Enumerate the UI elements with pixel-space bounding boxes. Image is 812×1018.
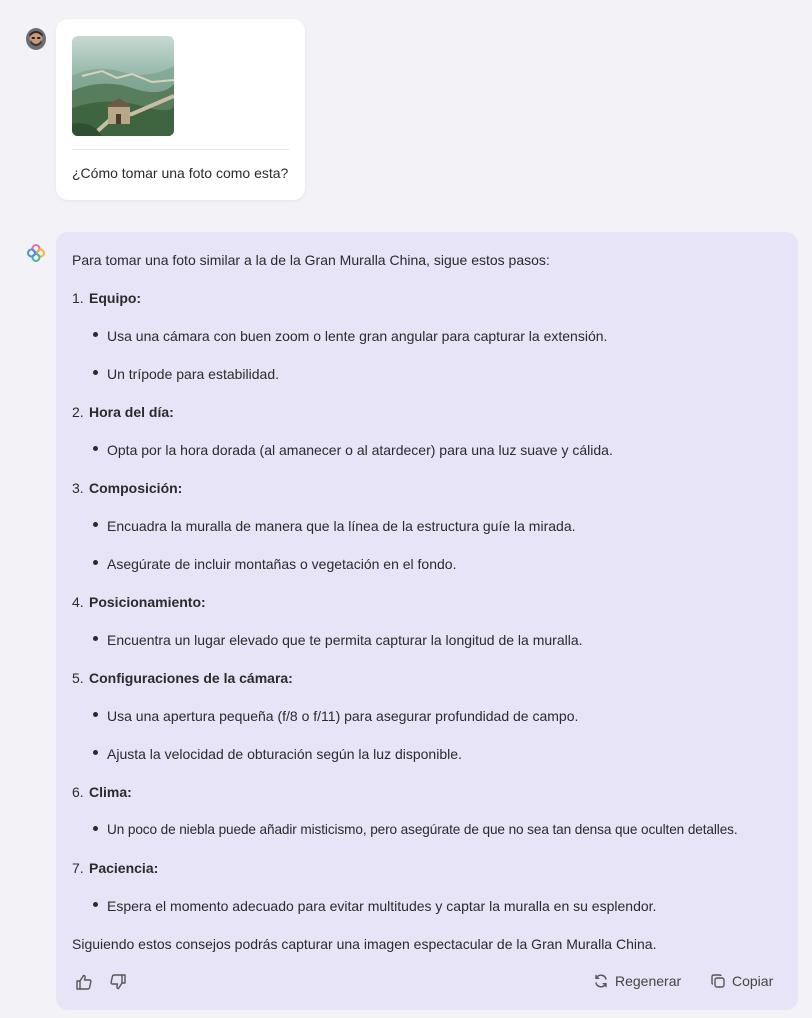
bullet-dot — [93, 636, 98, 641]
step-title: Paciencia: — [89, 860, 159, 876]
step-bullet: Un poco de niebla puede añadir misticismo, pero asegúrate de que no sea tan densa que oculten detalles. — [107, 822, 738, 837]
step-title: Composición: — [89, 480, 183, 496]
step-bullet: Ajusta la velocidad de obturación según la luz disponible. — [107, 746, 462, 762]
bullet-dot — [93, 902, 98, 907]
bullet-dot — [93, 750, 98, 755]
step-title: Clima: — [89, 784, 132, 800]
bullet-dot — [93, 370, 98, 375]
step-title: Hora del día: — [89, 404, 174, 420]
step-number: 5. — [72, 670, 84, 686]
step-bullet: Opta por la hora dorada (al amanecer o al atardecer) para una luz suave y cálida. — [107, 442, 613, 458]
bullet-dot — [93, 332, 98, 337]
bullet-dot — [93, 522, 98, 527]
step-title: Configuraciones de la cámara: — [89, 670, 293, 686]
user-message-card — [56, 19, 305, 200]
user-avatar — [26, 28, 46, 50]
step-bullet: Usa una apertura pequeña (f/8 o f/11) para asegurar profundidad de campo. — [107, 708, 579, 724]
refresh-icon — [593, 973, 609, 989]
regenerate-button[interactable] — [593, 973, 681, 989]
bullet-dot — [93, 446, 98, 451]
assistant-message-card — [56, 232, 798, 1010]
step-title: Posicionamiento: — [89, 594, 206, 610]
thumbs-up-icon[interactable] — [75, 973, 93, 991]
step-number: 6. — [72, 784, 84, 800]
copy-button[interactable] — [710, 973, 773, 989]
step-bullet: Usa una cámara con buen zoom o lente gran angular para capturar la extensión. — [107, 328, 608, 344]
thumbs-down-icon[interactable] — [109, 973, 127, 991]
copy-label: Copiar — [732, 973, 774, 989]
assistant-outro: Siguiendo estos consejos podrás capturar una imagen espectacular de la Gran Muralla China. — [72, 936, 657, 952]
copy-icon — [710, 973, 726, 989]
bullet-dot — [93, 560, 98, 565]
user-question: ¿Cómo tomar una foto como esta? — [72, 165, 289, 181]
step-bullet: Encuentra un lugar elevado que te permita capturar la longitud de la muralla. — [107, 632, 583, 648]
assistant-intro: Para tomar una foto similar a la de la Gran Muralla China, sigue estos pasos: — [72, 252, 550, 268]
attached-image[interactable] — [72, 36, 174, 136]
card-divider — [72, 149, 289, 150]
step-number: 2. — [72, 404, 84, 420]
step-number: 3. — [72, 480, 84, 496]
step-number: 1. — [72, 290, 84, 306]
step-number: 7. — [72, 860, 84, 876]
step-bullet: Asegúrate de incluir montañas o vegetación en el fondo. — [107, 556, 457, 572]
bullet-dot — [93, 826, 98, 831]
step-bullet: Un trípode para estabilidad. — [107, 366, 279, 382]
step-bullet: Encuadra la muralla de manera que la línea de la estructura guíe la mirada. — [107, 518, 576, 534]
step-bullet: Espera el momento adecuado para evitar multitudes y captar la muralla en su esplendor. — [107, 898, 657, 914]
step-number: 4. — [72, 594, 84, 610]
step-title: Equipo: — [89, 290, 142, 306]
bullet-dot — [93, 712, 98, 717]
assistant-logo-icon — [27, 244, 45, 262]
regenerate-label: Regenerar — [615, 973, 682, 989]
